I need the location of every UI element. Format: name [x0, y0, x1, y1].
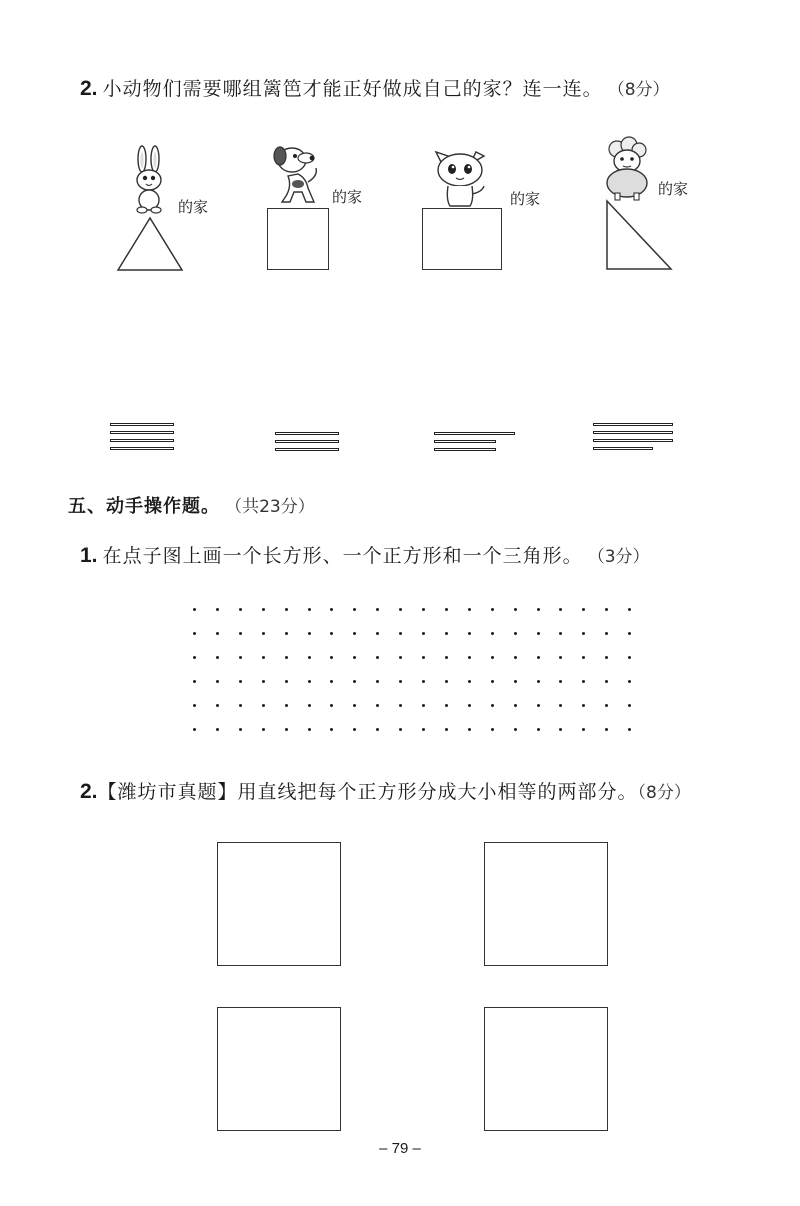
sheep-home-label: 的家	[658, 180, 689, 198]
grid-dot	[399, 632, 402, 635]
cat-square-house	[422, 208, 502, 270]
fence-bar	[593, 439, 673, 442]
question-text: 小动物们需要哪组篱笆才能正好做成自己的家？连一连。	[102, 78, 603, 100]
grid-dot	[537, 704, 540, 707]
grid-dot	[445, 608, 448, 611]
grid-dot	[582, 680, 585, 683]
rabbit-icon	[124, 145, 174, 215]
grid-dot	[376, 704, 379, 707]
grid-dot	[537, 728, 540, 731]
grid-dot	[582, 656, 585, 659]
grid-dot	[330, 608, 333, 611]
grid-dot	[239, 632, 242, 635]
grid-dot	[285, 704, 288, 707]
grid-dot	[582, 704, 585, 707]
grid-dot	[376, 608, 379, 611]
grid-dot	[308, 632, 311, 635]
fence-bar	[275, 432, 339, 435]
question-points: （8分）	[607, 80, 670, 100]
question-2-header	[80, 74, 670, 101]
fence-bar	[434, 440, 496, 443]
grid-dot	[605, 680, 608, 683]
dog-icon	[262, 140, 324, 206]
grid-dot	[605, 728, 608, 731]
grid-dot	[285, 680, 288, 683]
grid-dot	[285, 728, 288, 731]
grid-dot	[262, 632, 265, 635]
grid-dot	[193, 608, 196, 611]
grid-dot	[422, 608, 425, 611]
grid-dot	[216, 632, 219, 635]
section-5-header	[68, 492, 315, 518]
grid-dot	[353, 680, 356, 683]
grid-dot	[514, 680, 517, 683]
right-triangle-house	[604, 198, 674, 272]
grid-dot	[559, 656, 562, 659]
section-points: （共23分）	[225, 497, 315, 517]
grid-dot	[308, 656, 311, 659]
question-number: 1.	[80, 544, 98, 567]
grid-dot	[605, 656, 608, 659]
dog-home-label: 的家	[332, 188, 363, 206]
triangle-house	[116, 216, 184, 272]
grid-dot	[353, 704, 356, 707]
grid-dot	[628, 680, 631, 683]
grid-dot	[445, 680, 448, 683]
grid-dot	[239, 728, 242, 731]
grid-dot	[330, 656, 333, 659]
grid-dot	[308, 680, 311, 683]
fence-bar	[593, 423, 673, 426]
grid-dot	[468, 608, 471, 611]
fence-bar	[110, 447, 174, 450]
grid-dot	[399, 680, 402, 683]
square-top-left	[217, 842, 341, 966]
grid-dot	[491, 656, 494, 659]
section-5-question-1	[80, 541, 650, 568]
grid-dot	[330, 704, 333, 707]
sheep-icon	[597, 135, 657, 201]
grid-dot	[285, 632, 288, 635]
grid-dot	[537, 632, 540, 635]
grid-dot	[376, 728, 379, 731]
grid-dot	[445, 704, 448, 707]
grid-dot	[491, 608, 494, 611]
grid-dot	[193, 632, 196, 635]
grid-dot	[422, 704, 425, 707]
question-points: （3分）	[587, 547, 650, 567]
grid-dot	[514, 608, 517, 611]
grid-dot	[445, 728, 448, 731]
grid-dot	[468, 632, 471, 635]
grid-dot	[193, 656, 196, 659]
grid-dot	[308, 704, 311, 707]
fence-bar	[593, 447, 653, 450]
grid-dot	[468, 704, 471, 707]
grid-dot	[285, 608, 288, 611]
grid-dot	[330, 728, 333, 731]
grid-dot	[376, 632, 379, 635]
grid-dot	[445, 656, 448, 659]
grid-dot	[491, 704, 494, 707]
grid-dot	[582, 728, 585, 731]
question-text: 用直线把每个正方形分成大小相等的两部分。	[237, 781, 638, 803]
grid-dot	[262, 680, 265, 683]
grid-dot	[262, 608, 265, 611]
grid-dot	[582, 608, 585, 611]
grid-dot	[468, 680, 471, 683]
square-bottom-right	[484, 1007, 608, 1131]
grid-dot	[308, 728, 311, 731]
grid-dot	[422, 728, 425, 731]
grid-dot	[353, 728, 356, 731]
source-tag: 【潍坊市真题】	[97, 781, 238, 803]
section-5-question-2	[80, 777, 691, 804]
grid-dot	[399, 704, 402, 707]
fence-bar	[110, 431, 174, 434]
grid-dot	[308, 608, 311, 611]
grid-dot	[193, 728, 196, 731]
grid-dot	[445, 632, 448, 635]
grid-dot	[422, 632, 425, 635]
grid-dot	[559, 704, 562, 707]
cat-icon	[428, 142, 492, 210]
grid-dot	[216, 608, 219, 611]
question-number: 2.	[80, 77, 98, 100]
grid-dot	[239, 608, 242, 611]
grid-dot	[537, 656, 540, 659]
grid-dot	[628, 608, 631, 611]
grid-dot	[399, 728, 402, 731]
grid-dot	[491, 680, 494, 683]
grid-dot	[559, 608, 562, 611]
grid-dot	[216, 680, 219, 683]
grid-dot	[559, 632, 562, 635]
grid-dot	[399, 656, 402, 659]
grid-dot	[468, 656, 471, 659]
grid-dot	[491, 632, 494, 635]
grid-dot	[491, 728, 494, 731]
grid-dot	[514, 728, 517, 731]
grid-dot	[330, 632, 333, 635]
grid-dot	[537, 608, 540, 611]
question-number: 2.	[80, 780, 98, 803]
grid-dot	[514, 632, 517, 635]
dog-square-house	[267, 208, 329, 270]
grid-dot	[353, 656, 356, 659]
grid-dot	[262, 704, 265, 707]
grid-dot	[468, 728, 471, 731]
grid-dot	[239, 704, 242, 707]
cat-home-label: 的家	[510, 190, 541, 208]
page-number: – 79 –	[379, 1140, 421, 1157]
grid-dot	[537, 680, 540, 683]
grid-dot	[193, 704, 196, 707]
fence-bar	[593, 431, 673, 434]
section-title: 五、动手操作题。	[68, 496, 220, 517]
grid-dot	[628, 728, 631, 731]
grid-dot	[376, 656, 379, 659]
grid-dot	[628, 632, 631, 635]
grid-dot	[399, 608, 402, 611]
grid-dot	[239, 680, 242, 683]
grid-dot	[216, 704, 219, 707]
rabbit-home-label: 的家	[178, 198, 209, 216]
grid-dot	[216, 728, 219, 731]
grid-dot	[262, 728, 265, 731]
grid-dot	[422, 680, 425, 683]
grid-dot	[422, 656, 425, 659]
grid-dot	[330, 680, 333, 683]
fence-bar	[110, 439, 174, 442]
fence-bar	[275, 440, 339, 443]
fence-bar	[434, 448, 496, 451]
grid-dot	[193, 680, 196, 683]
grid-dot	[239, 656, 242, 659]
grid-dot	[559, 680, 562, 683]
grid-dot	[514, 656, 517, 659]
grid-dot	[605, 608, 608, 611]
grid-dot	[216, 656, 219, 659]
grid-dot	[605, 704, 608, 707]
square-bottom-left	[217, 1007, 341, 1131]
grid-dot	[559, 728, 562, 731]
grid-dot	[514, 704, 517, 707]
grid-dot	[262, 656, 265, 659]
grid-dot	[605, 632, 608, 635]
grid-dot	[628, 704, 631, 707]
grid-dot	[285, 656, 288, 659]
grid-dot	[353, 608, 356, 611]
grid-dot	[582, 632, 585, 635]
fence-bar	[110, 423, 174, 426]
grid-dot	[376, 680, 379, 683]
question-points: （8分）	[637, 783, 691, 803]
dot-grid	[193, 608, 629, 732]
question-text: 在点子图上画一个长方形、一个正方形和一个三角形。	[102, 545, 583, 567]
fence-bar	[275, 448, 339, 451]
grid-dot	[353, 632, 356, 635]
grid-dot	[628, 656, 631, 659]
fence-bar	[434, 432, 515, 435]
square-top-right	[484, 842, 608, 966]
